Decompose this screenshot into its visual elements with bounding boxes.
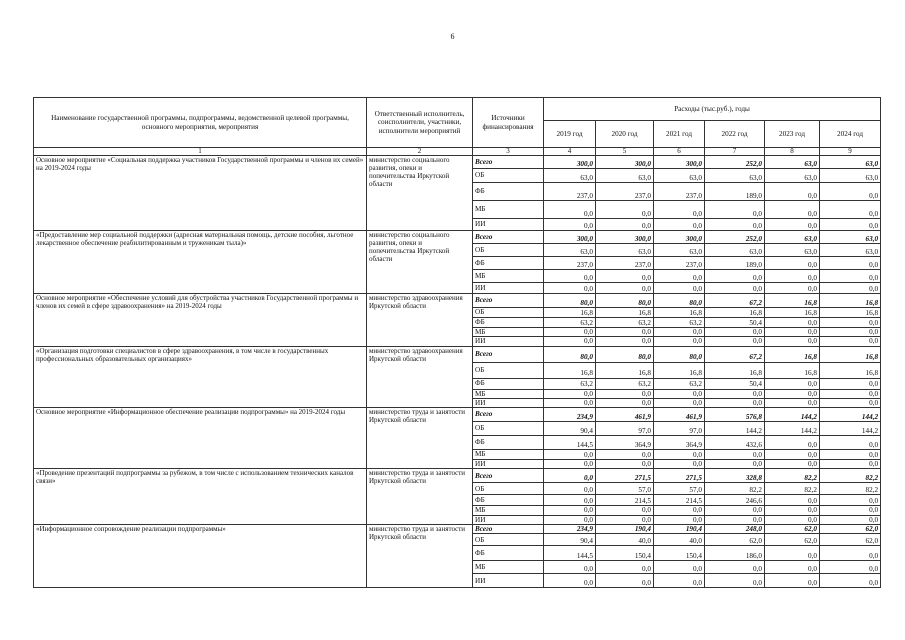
expense-value: 0,0 (765, 378, 820, 389)
funding-source: МБ (473, 389, 544, 398)
funding-source: ИИ (473, 398, 544, 407)
expense-value: 237,0 (654, 257, 705, 270)
expense-value: 0,0 (544, 506, 596, 515)
expense-value: 0,0 (596, 201, 654, 219)
page-number: 6 (450, 32, 455, 41)
header-year: 2024 год (820, 121, 881, 148)
expense-value: 16,8 (544, 308, 596, 318)
expense-value: 0,0 (820, 389, 881, 398)
funding-source: ФБ (473, 318, 544, 328)
expense-value: 16,8 (596, 308, 654, 318)
expense-value: 0,0 (654, 201, 705, 219)
expense-value: 0,0 (544, 328, 596, 337)
expense-value: 0,0 (820, 398, 881, 407)
expense-value: 82,2 (820, 483, 881, 495)
expense-value: 0,0 (765, 219, 820, 231)
expense-value: 144,2 (765, 408, 820, 422)
expense-value: 0,0 (544, 201, 596, 219)
expense-value: 16,8 (765, 362, 820, 378)
expense-value: 0,0 (596, 219, 654, 231)
expense-value: 144,2 (765, 422, 820, 436)
expense-value: 40,0 (654, 534, 705, 546)
expense-value: 237,0 (544, 183, 596, 201)
expense-value: 271,5 (596, 469, 654, 483)
expense-value: 461,9 (596, 408, 654, 422)
expense-value: 16,8 (654, 308, 705, 318)
expense-value: 63,0 (705, 244, 765, 257)
expense-value: 0,0 (820, 219, 881, 231)
column-number: 5 (596, 148, 654, 156)
expense-value: 63,0 (544, 244, 596, 257)
executor: министерство труда и занятости Иркутской области (367, 408, 473, 469)
header-source: Источники финансирования (473, 98, 544, 148)
expense-value: 237,0 (544, 257, 596, 270)
table-row (34, 408, 881, 422)
expense-value: 300,0 (654, 156, 705, 169)
activity-name: «Предоставление мер социальной поддержки (адресная материальная помощь, детские пособия, льготное лекарственное обеспечение реабилитированным и труженикам тыла)» (34, 231, 367, 294)
expense-value: 16,8 (765, 346, 820, 362)
expense-value: 576,8 (705, 408, 765, 422)
column-number: 8 (765, 148, 820, 156)
expense-value: 67,2 (705, 294, 765, 308)
expense-value: 300,0 (596, 231, 654, 244)
expense-value: 0,0 (820, 450, 881, 460)
expense-value: 0,0 (705, 506, 765, 515)
expense-value: 0,0 (654, 450, 705, 460)
expense-value: 62,0 (705, 534, 765, 546)
table-row (34, 524, 881, 533)
table-row (34, 156, 881, 169)
expense-value: 50,4 (705, 378, 765, 389)
expense-value: 0,0 (820, 460, 881, 469)
expense-value: 0,0 (596, 270, 654, 283)
funding-source: ОБ (473, 362, 544, 378)
expense-value: 63,0 (654, 244, 705, 257)
executor: министерство труда и занятости Иркутской области (367, 469, 473, 525)
funding-source: Всего (473, 156, 544, 169)
header-year: 2020 год (596, 121, 654, 148)
funding-source: Всего (473, 231, 544, 244)
expense-value: 0,0 (705, 283, 765, 294)
expense-value: 271,5 (654, 469, 705, 483)
expense-value: 63,0 (765, 244, 820, 257)
expense-value: 0,0 (654, 328, 705, 337)
funding-source: ОБ (473, 244, 544, 257)
expense-value: 16,8 (765, 308, 820, 318)
expense-value: 0,0 (544, 450, 596, 460)
funding-source: ОБ (473, 422, 544, 436)
expense-value: 0,0 (654, 219, 705, 231)
expense-value: 0,0 (765, 436, 820, 450)
expense-value: 0,0 (705, 398, 765, 407)
table-row (34, 346, 881, 362)
column-number: 1 (34, 148, 367, 156)
activity-name: «Информационное сопровождение реализации подпрограммы» (34, 524, 367, 587)
expense-value: 0,0 (820, 436, 881, 450)
funding-source: ОБ (473, 483, 544, 495)
expense-value: 0,0 (705, 515, 765, 524)
expense-value: 62,0 (820, 534, 881, 546)
expense-value: 0,0 (820, 561, 881, 574)
expense-value: 63,0 (820, 244, 881, 257)
expense-value: 150,4 (596, 546, 654, 561)
expense-value: 0,0 (596, 328, 654, 337)
expense-value: 0,0 (654, 561, 705, 574)
table-row (34, 469, 881, 483)
expense-value: 214,5 (654, 495, 705, 506)
expense-value: 80,0 (654, 294, 705, 308)
expense-value: 16,8 (820, 294, 881, 308)
expense-value: 0,0 (705, 389, 765, 398)
expense-value: 0,0 (654, 506, 705, 515)
expense-value: 40,0 (596, 534, 654, 546)
table-body (34, 156, 881, 588)
expense-value: 63,0 (820, 156, 881, 169)
expense-value: 0,0 (705, 337, 765, 346)
activity-name: Основное мероприятие «Обеспечение условий для обустройства участников Государственной программы и членов их семей в сфере здравоохранения» на 2019-2024 годы (34, 294, 367, 347)
expense-value: 0,0 (820, 270, 881, 283)
expense-value: 0,0 (820, 378, 881, 389)
expense-value: 0,0 (544, 219, 596, 231)
expense-value: 0,0 (820, 328, 881, 337)
expense-value: 234,9 (544, 408, 596, 422)
expense-value: 252,0 (705, 231, 765, 244)
expense-value: 63,2 (654, 378, 705, 389)
funding-source: ФБ (473, 257, 544, 270)
expense-value: 0,0 (820, 201, 881, 219)
expense-value: 0,0 (654, 574, 705, 588)
expense-value: 63,0 (544, 169, 596, 183)
executor: министерство здравоохранения Иркутской области (367, 294, 473, 347)
expense-value: 0,0 (596, 337, 654, 346)
column-number: 9 (820, 148, 881, 156)
funding-source: ФБ (473, 436, 544, 450)
expense-value: 144,2 (820, 422, 881, 436)
expense-value: 461,9 (654, 408, 705, 422)
expense-value: 144,2 (820, 408, 881, 422)
expense-value: 237,0 (596, 257, 654, 270)
expense-value: 0,0 (544, 460, 596, 469)
expense-value: 63,0 (820, 231, 881, 244)
expense-value: 0,0 (654, 283, 705, 294)
expense-value: 63,0 (654, 169, 705, 183)
expense-value: 0,0 (765, 398, 820, 407)
header-year: 2023 год (765, 121, 820, 148)
expense-value: 214,5 (596, 495, 654, 506)
expense-value: 0,0 (544, 515, 596, 524)
expense-value: 63,0 (820, 169, 881, 183)
expense-value: 63,0 (765, 169, 820, 183)
funding-source: ИИ (473, 574, 544, 588)
expense-value: 0,0 (596, 389, 654, 398)
expense-value: 0,0 (765, 460, 820, 469)
expense-value: 97,0 (596, 422, 654, 436)
expense-value: 57,0 (596, 483, 654, 495)
table-row (34, 294, 881, 308)
expense-value: 16,8 (705, 308, 765, 318)
column-number: 4 (544, 148, 596, 156)
expense-value: 57,0 (654, 483, 705, 495)
expense-value: 237,0 (654, 183, 705, 201)
executor: министерство здравоохранения Иркутской области (367, 346, 473, 408)
expense-value: 0,0 (544, 337, 596, 346)
expense-value: 189,0 (705, 257, 765, 270)
expense-value: 144,5 (544, 546, 596, 561)
expense-value: 186,0 (705, 546, 765, 561)
column-number: 2 (367, 148, 473, 156)
funding-source: Всего (473, 469, 544, 483)
expense-value: 16,8 (705, 362, 765, 378)
expense-value: 0,0 (705, 460, 765, 469)
expense-value: 0,0 (596, 460, 654, 469)
expense-value: 0,0 (765, 270, 820, 283)
expense-value: 0,0 (765, 546, 820, 561)
expense-value: 82,2 (765, 469, 820, 483)
expense-value: 82,2 (820, 469, 881, 483)
expense-value: 16,8 (544, 362, 596, 378)
header-name: Наименование государственной программы, подпрограммы, ведомственной целевой программы, основного мероприятия, мероприятия (34, 98, 367, 148)
funding-source: ИИ (473, 460, 544, 469)
expense-value: 0,0 (765, 515, 820, 524)
expense-value: 97,0 (654, 422, 705, 436)
expense-value: 252,0 (705, 156, 765, 169)
expense-value: 80,0 (654, 346, 705, 362)
expense-value: 63,0 (765, 231, 820, 244)
expense-value: 80,0 (596, 346, 654, 362)
expense-value: 16,8 (820, 362, 881, 378)
expense-value: 0,0 (654, 460, 705, 469)
expense-value: 16,8 (654, 362, 705, 378)
expense-value: 16,8 (765, 294, 820, 308)
executor: министерство труда и занятости Иркутской области (367, 524, 473, 587)
expense-value: 63,2 (596, 378, 654, 389)
expense-value: 300,0 (544, 231, 596, 244)
funding-source: МБ (473, 201, 544, 219)
funding-source: ФБ (473, 378, 544, 389)
expense-value: 190,4 (596, 524, 654, 533)
expense-value: 63,2 (544, 378, 596, 389)
expense-value: 0,0 (765, 574, 820, 588)
funding-source: МБ (473, 506, 544, 515)
expense-value: 0,0 (765, 450, 820, 460)
expense-value: 364,9 (654, 436, 705, 450)
activity-name: «Организация подготовки специалистов в сфере здравоохранения, в том числе в государственных профессиональных образовательных организациях» (34, 346, 367, 408)
expense-value: 82,2 (705, 483, 765, 495)
funding-source: ИИ (473, 219, 544, 231)
expense-value: 63,0 (596, 169, 654, 183)
expense-value: 0,0 (820, 506, 881, 515)
expense-value: 0,0 (544, 495, 596, 506)
expense-value: 0,0 (654, 337, 705, 346)
expense-value: 0,0 (765, 201, 820, 219)
column-number: 3 (473, 148, 544, 156)
expense-value: 50,4 (705, 318, 765, 328)
expense-value: 82,2 (765, 483, 820, 495)
expense-value: 63,2 (596, 318, 654, 328)
expense-value: 0,0 (544, 270, 596, 283)
expense-value: 0,0 (820, 283, 881, 294)
header-year: 2021 год (654, 121, 705, 148)
expense-value: 62,0 (820, 524, 881, 533)
expense-value: 144,5 (544, 436, 596, 450)
expense-value: 0,0 (654, 515, 705, 524)
expense-value: 16,8 (596, 362, 654, 378)
executor: министерство социального развития, опеки и попечительства Иркутской области (367, 231, 473, 294)
expense-value: 80,0 (544, 294, 596, 308)
expense-value: 63,2 (654, 318, 705, 328)
expense-value: 246,6 (705, 495, 765, 506)
financing-table (33, 97, 881, 588)
expense-value: 0,0 (544, 561, 596, 574)
funding-source: ОБ (473, 308, 544, 318)
expense-value: 0,0 (705, 561, 765, 574)
expense-value: 0,0 (820, 546, 881, 561)
expense-value: 63,0 (705, 169, 765, 183)
expense-value: 0,0 (820, 337, 881, 346)
column-number: 7 (705, 148, 765, 156)
expense-value: 144,2 (705, 422, 765, 436)
activity-name: Основное мероприятие «Социальная поддержка участников Государственной программы и членов их семей» на 2019-2024 годы (34, 156, 367, 231)
expense-value: 0,0 (705, 574, 765, 588)
expense-value: 190,4 (654, 524, 705, 533)
expense-value: 0,0 (654, 389, 705, 398)
header-executor: Ответственный исполнитель, соисполнители, участники, исполнители мероприятий (367, 98, 473, 148)
activity-name: Основное мероприятие «Информационное обеспечение реализации подпрограммы» на 2019-2024 годы (34, 408, 367, 469)
header-expenses: Расходы (тыс.руб.), годы (544, 98, 881, 121)
expense-value: 0,0 (820, 318, 881, 328)
expense-value: 248,0 (705, 524, 765, 533)
expense-value: 0,0 (705, 450, 765, 460)
header-year: 2019 год (544, 121, 596, 148)
table-row (34, 231, 881, 244)
expense-value: 0,0 (705, 201, 765, 219)
expense-value: 62,0 (765, 534, 820, 546)
expense-value: 0,0 (705, 219, 765, 231)
expense-value: 0,0 (820, 515, 881, 524)
expense-value: 90,4 (544, 422, 596, 436)
expense-value: 0,0 (705, 328, 765, 337)
expense-value: 0,0 (765, 506, 820, 515)
funding-source: ИИ (473, 283, 544, 294)
header-year: 2022 год (705, 121, 765, 148)
expense-value: 150,4 (654, 546, 705, 561)
expense-value: 0,0 (820, 183, 881, 201)
expense-value: 63,0 (765, 156, 820, 169)
expense-value: 328,8 (705, 469, 765, 483)
expense-value: 234,9 (544, 524, 596, 533)
expense-value: 0,0 (654, 270, 705, 283)
expense-value: 0,0 (544, 283, 596, 294)
expense-value: 62,0 (765, 524, 820, 533)
funding-source: ИИ (473, 337, 544, 346)
executor: министерство социального развития, опеки и попечительства Иркутской области (367, 156, 473, 231)
expense-value: 0,0 (544, 469, 596, 483)
funding-source: Всего (473, 346, 544, 362)
expense-value: 432,6 (705, 436, 765, 450)
funding-source: МБ (473, 270, 544, 283)
expense-value: 237,0 (596, 183, 654, 201)
funding-source: ФБ (473, 183, 544, 201)
expense-value: 300,0 (654, 231, 705, 244)
expense-value: 0,0 (544, 389, 596, 398)
expense-value: 0,0 (765, 283, 820, 294)
expense-value: 0,0 (820, 257, 881, 270)
expense-value: 16,8 (820, 346, 881, 362)
expense-value: 0,0 (544, 574, 596, 588)
funding-source: Всего (473, 294, 544, 308)
activity-name: «Проведение презентаций подпрограммы за рубежом, в том числе с использованием технических каналов связи» (34, 469, 367, 525)
expense-value: 0,0 (765, 328, 820, 337)
funding-source: МБ (473, 561, 544, 574)
expense-value: 189,0 (705, 183, 765, 201)
expense-value: 67,2 (705, 346, 765, 362)
expense-value: 0,0 (596, 398, 654, 407)
expense-value: 300,0 (544, 156, 596, 169)
funding-source: ФБ (473, 495, 544, 506)
funding-source: ФБ (473, 546, 544, 561)
funding-source: Всего (473, 408, 544, 422)
expense-value: 0,0 (765, 495, 820, 506)
expense-value: 0,0 (765, 318, 820, 328)
expense-value: 300,0 (596, 156, 654, 169)
expense-value: 0,0 (596, 283, 654, 294)
expense-value: 0,0 (765, 561, 820, 574)
expense-value: 16,8 (820, 308, 881, 318)
funding-source: ОБ (473, 534, 544, 546)
expense-value: 0,0 (765, 389, 820, 398)
funding-source: МБ (473, 328, 544, 337)
expense-value: 80,0 (544, 346, 596, 362)
expense-value: 0,0 (765, 183, 820, 201)
funding-source: ОБ (473, 169, 544, 183)
expense-value: 63,0 (596, 244, 654, 257)
expense-value: 0,0 (820, 574, 881, 588)
funding-source: МБ (473, 450, 544, 460)
funding-source: Всего (473, 524, 544, 533)
expense-value: 0,0 (596, 450, 654, 460)
expense-value: 0,0 (765, 337, 820, 346)
funding-source: ИИ (473, 515, 544, 524)
expense-value: 80,0 (596, 294, 654, 308)
expense-value: 0,0 (544, 398, 596, 407)
expense-value: 0,0 (596, 574, 654, 588)
expense-value: 63,2 (544, 318, 596, 328)
expense-value: 0,0 (544, 483, 596, 495)
expense-value: 0,0 (654, 398, 705, 407)
expense-value: 0,0 (596, 506, 654, 515)
expense-value: 90,4 (544, 534, 596, 546)
expense-value: 0,0 (765, 257, 820, 270)
expense-value: 364,9 (596, 436, 654, 450)
column-number: 6 (654, 148, 705, 156)
expense-value: 0,0 (705, 270, 765, 283)
expense-value: 0,0 (596, 561, 654, 574)
expense-value: 0,0 (820, 495, 881, 506)
expense-value: 0,0 (596, 515, 654, 524)
